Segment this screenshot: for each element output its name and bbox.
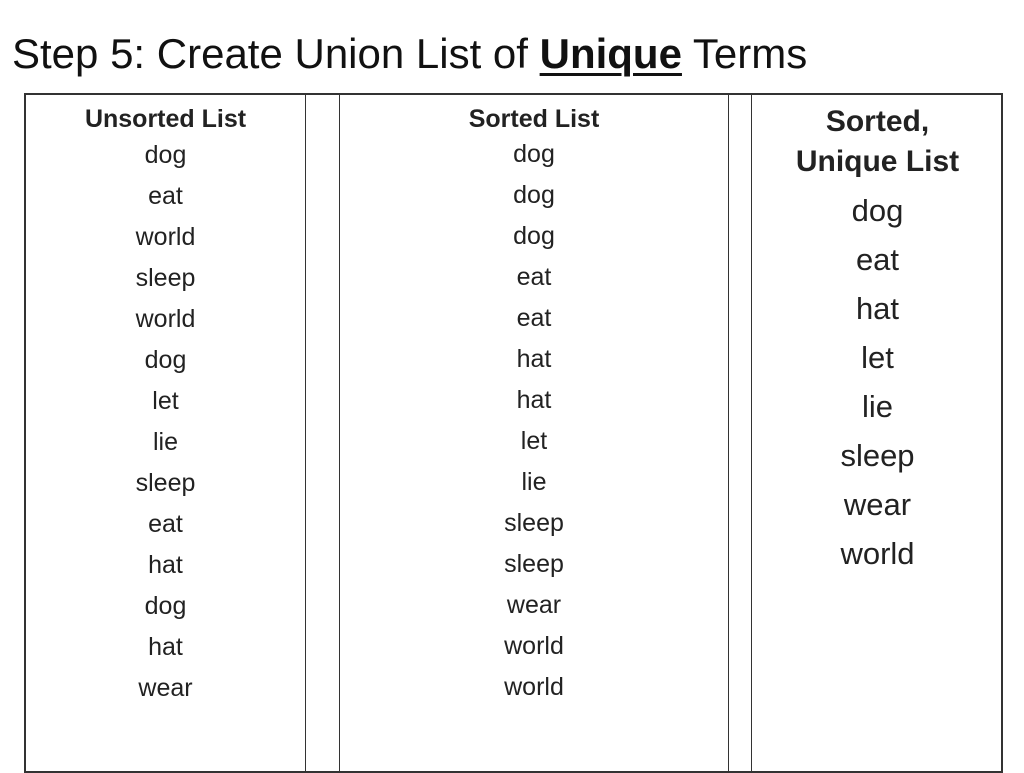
list-item: sleep xyxy=(135,264,196,292)
list-item: sleep xyxy=(840,438,915,473)
list-item: lie xyxy=(861,389,893,424)
list-item: dog xyxy=(513,140,555,168)
list-item: eat xyxy=(148,510,183,538)
list-item: dog xyxy=(513,181,555,209)
list-item: eat xyxy=(855,242,900,277)
list-item: dog xyxy=(144,592,187,620)
list-item: lie xyxy=(521,468,547,496)
title-emphasis: Unique xyxy=(539,30,682,77)
list-item: sleep xyxy=(135,469,196,497)
term-table xyxy=(24,93,1003,773)
list-item: sleep xyxy=(504,550,564,578)
unique-list xyxy=(752,186,1003,578)
list-item: dog xyxy=(144,346,187,374)
sorted-column xyxy=(340,95,729,771)
list-item: wear xyxy=(506,591,562,619)
column-spacer xyxy=(729,95,752,771)
list-item: wear xyxy=(138,674,193,702)
list-item: eat xyxy=(516,263,552,291)
list-item: world xyxy=(840,536,915,571)
list-item: hat xyxy=(148,551,183,579)
list-item: hat xyxy=(516,345,552,373)
slide-title xyxy=(12,28,807,80)
list-item: hat xyxy=(516,386,552,414)
list-item: let xyxy=(152,387,179,415)
unsorted-list xyxy=(26,135,305,709)
list-item: lie xyxy=(152,428,178,456)
sorted-list xyxy=(340,134,728,708)
unique-column xyxy=(752,95,1003,771)
column-spacer xyxy=(306,95,340,771)
title-prefix: Step 5: Create Union List of xyxy=(12,30,540,77)
list-item: world xyxy=(504,632,564,660)
list-item: wear xyxy=(843,487,912,522)
unsorted-header: Unsorted List xyxy=(84,105,247,133)
list-item: dog xyxy=(144,141,187,169)
list-item: eat xyxy=(148,182,183,210)
list-item: world xyxy=(135,223,196,251)
unique-header-line-2: Unique List xyxy=(795,145,960,178)
title-suffix: Terms xyxy=(681,30,808,77)
list-item: dog xyxy=(851,193,904,228)
list-item: world xyxy=(504,673,564,701)
list-item: hat xyxy=(148,633,183,661)
unsorted-column xyxy=(26,95,306,771)
list-item: hat xyxy=(855,291,900,326)
list-item: eat xyxy=(516,304,552,332)
unique-header-line-1: Sorted, xyxy=(825,105,930,138)
list-item: let xyxy=(861,340,894,375)
list-item: sleep xyxy=(504,509,564,537)
unique-header xyxy=(752,95,1003,182)
list-item: let xyxy=(520,427,548,455)
list-item: dog xyxy=(513,222,555,250)
list-item: world xyxy=(135,305,196,333)
sorted-header: Sorted List xyxy=(468,105,600,133)
